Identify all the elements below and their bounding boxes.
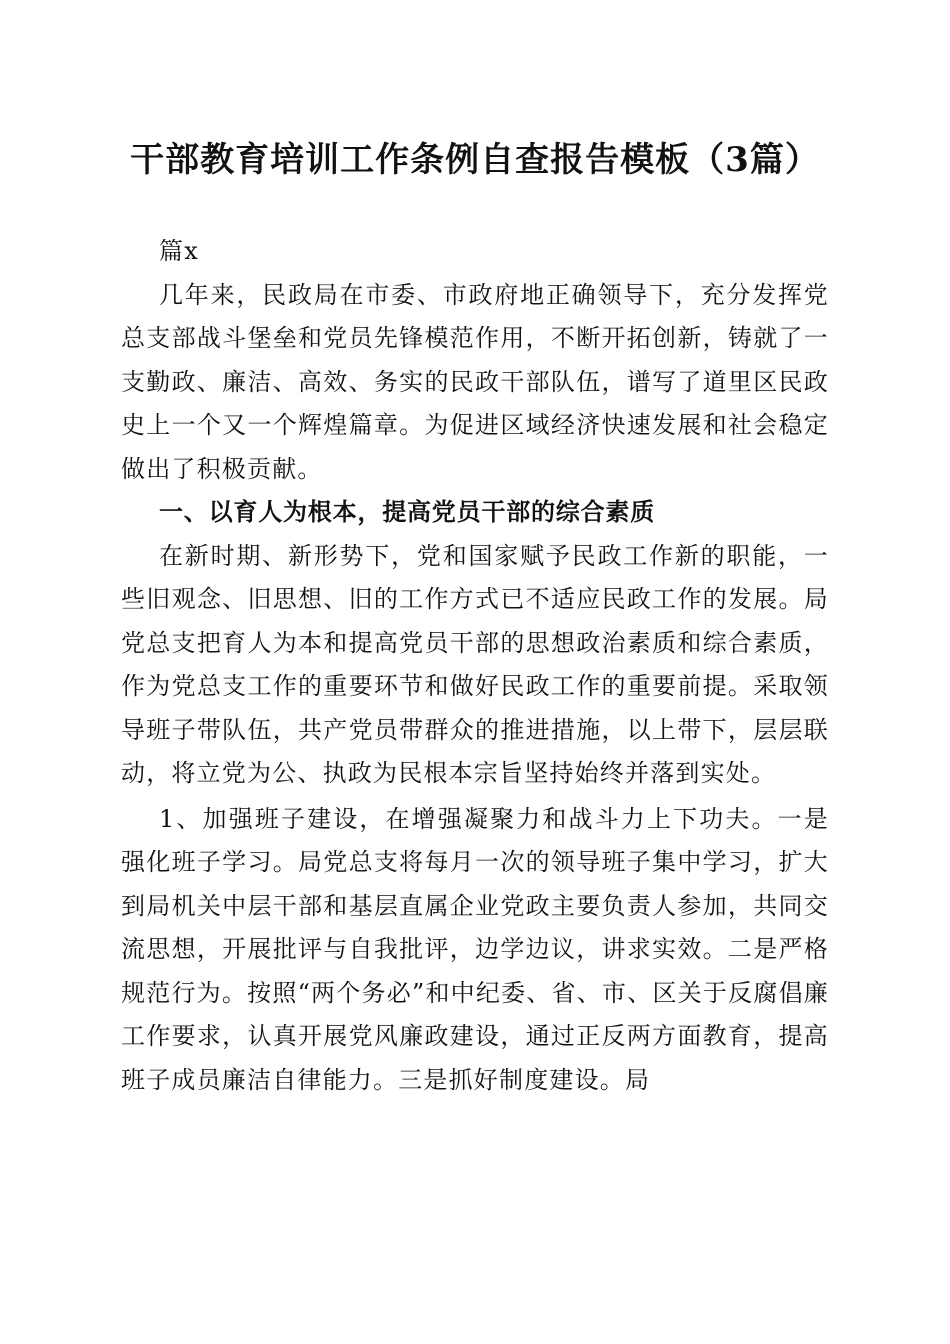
paragraph-context: 在新时期、新形势下，党和国家赋予民政工作新的职能，一些旧观念、旧思想、旧的工作方式已不适应民政工作的发展。局党总支把育人为本和提高党员干部的思想政治素质和综合素质，作为党总支工作的重要环节和做好民政工作的重要前提。采取领导班子带队伍，共产党员带群众的推进措施，以上带下，层层联动，将立党为公、执政为民根本宗旨坚持始终并落到实处。	[121, 541, 829, 787]
paragraph-intro: 几年来，民政局在市委、市政府地正确领导下，充分发挥党总支部战斗堡垒和党员先锋模范作用，不断开拓创新，铸就了一支勤政、廉洁、高效、务实的民政干部队伍，谱写了道里区民政史上一个又一个辉煌篇章。为促进区域经济快速发展和社会稳定做出了积极贡献。	[121, 280, 829, 483]
document-body	[121, 230, 829, 1102]
document-title: 干部教育培训工作条例自查报告模板（3篇）	[130, 140, 820, 180]
section-heading: 一、以育人为根本，提高党员干部的综合素质	[159, 498, 655, 526]
section-label: 篇x	[159, 237, 199, 265]
paragraph-team-building: 1、加强班子建设，在增强凝聚力和战斗力上下功夫。一是强化班子学习。局党总支将每月一次的领导班子集中学习，扩大到局机关中层干部和基层直属企业党政主要负责人参加，共同交流思想，开展批评与自我批评，边学边议，讲求实效。二是严格规范行为。按照“两个务必”和中纪委、省、市、区关于反腐倡廉工作要求，认真开展党风廉政建设，通过正反两方面教育，提高班子成员廉洁自律能力。三是抓好制度建设。局	[121, 804, 829, 1094]
